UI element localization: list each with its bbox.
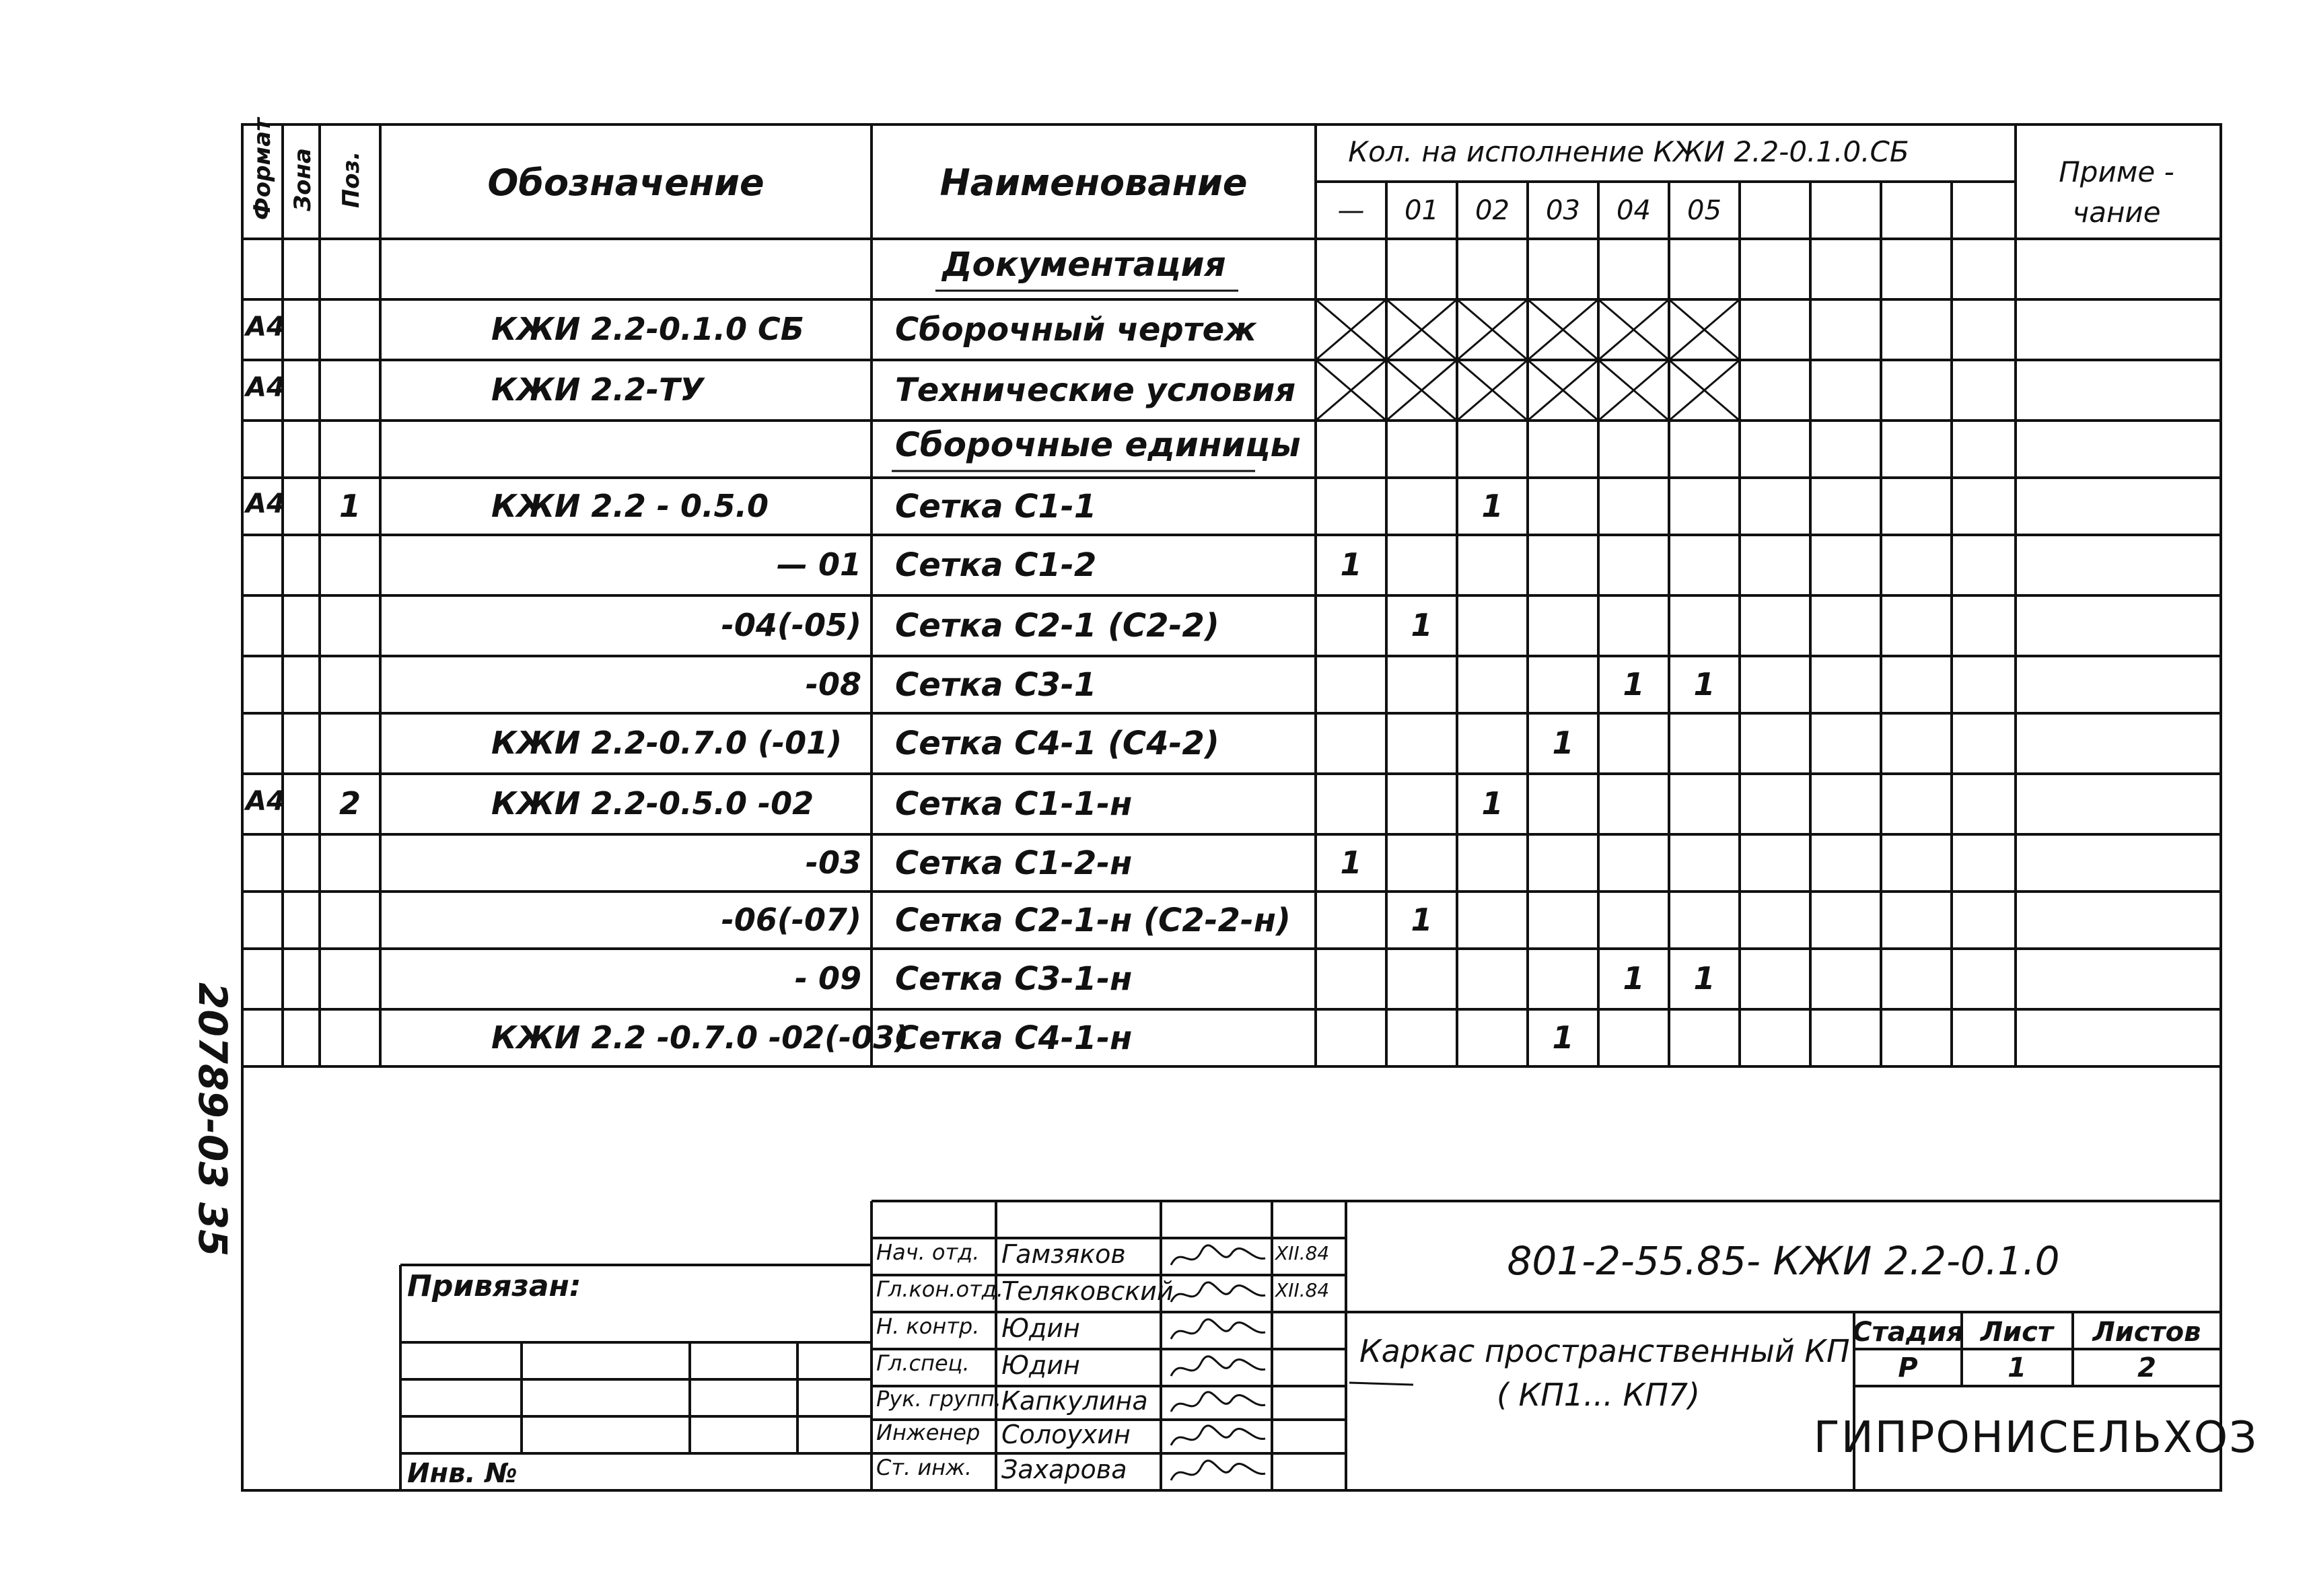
row-designation: -08	[805, 665, 861, 702]
drawing-title-2: ( КП1... КП7)	[1496, 1377, 1701, 1413]
row-format: А4	[246, 372, 285, 403]
row-format: А4	[246, 488, 285, 519]
row-designation: -04(-05)	[721, 607, 861, 643]
role-title: Инженер	[876, 1420, 981, 1445]
variant-header: —	[1337, 195, 1365, 226]
signature-mark	[1168, 1388, 1269, 1422]
role-surname: Теляковский	[1001, 1276, 1174, 1306]
row-name: Сетка С4-1 (С4-2)	[895, 725, 1219, 762]
bound-label: Привязан:	[407, 1269, 581, 1303]
header-qty-title: Кол. на исполнение КЖИ 2.2-0.1.0.СБ	[1348, 135, 1909, 168]
header-note-1: Приме -	[2059, 155, 2174, 188]
variant-header: 04	[1617, 195, 1651, 226]
row-name: Сетка С1-1-н	[895, 785, 1133, 823]
row-designation: -03	[805, 844, 861, 881]
row-qty: 1	[1623, 665, 1645, 702]
row-qty: 1	[1340, 844, 1362, 881]
drawing-title-1: Каркас пространственный КП	[1359, 1333, 1850, 1369]
stage-label: Стадия	[1852, 1317, 1964, 1348]
sheet-value: 1	[2008, 1352, 2026, 1383]
signature-mark	[1168, 1422, 1269, 1455]
row-format: А4	[246, 312, 285, 342]
row-designation: КЖИ 2.2 - 0.5.0	[491, 487, 769, 524]
signature-mark	[1168, 1278, 1269, 1312]
row-qty: 1	[1340, 546, 1362, 583]
row-qty: 1	[1481, 785, 1503, 822]
row-name: Сетка С1-2	[895, 546, 1097, 584]
row-designation: - 09	[794, 960, 861, 996]
organization-name: ГИПРОНИСЕЛЬХОЗ	[1813, 1413, 2259, 1463]
row-name: Технические условия	[895, 371, 1296, 409]
header-designation: Обозначение	[487, 161, 765, 204]
archive-number: 20789-03 35	[190, 982, 236, 1257]
sheets-value: 2	[2137, 1352, 2156, 1383]
role-date: XII.84	[1275, 1242, 1330, 1264]
role-title: Ст. инж.	[876, 1455, 972, 1480]
row-name: Сетка С3-1-н	[895, 960, 1133, 998]
row-qty: 1	[1693, 665, 1715, 702]
row-designation: КЖИ 2.2-ТУ	[491, 371, 704, 408]
row-designation: КЖИ 2.2-0.1.0 СБ	[491, 311, 804, 347]
role-surname: Капкулина	[1001, 1386, 1148, 1416]
section-title: Документация	[942, 245, 1226, 284]
header-zone: Зона	[289, 148, 316, 211]
role-title: Рук. групп.	[876, 1386, 1001, 1412]
row-designation: КЖИ 2.2 -0.7.0 -02(-03)	[491, 1019, 909, 1056]
sheet-label: Лист	[1980, 1317, 2054, 1348]
row-format: А4	[246, 786, 285, 817]
role-title: Нач. отд.	[876, 1239, 980, 1265]
variant-header: 02	[1475, 195, 1509, 226]
row-designation: КЖИ 2.2-0.5.0 -02	[491, 785, 814, 822]
doc-code: 801-2-55.85- КЖИ 2.2-0.1.0	[1507, 1238, 2060, 1284]
row-qty: 1	[1693, 960, 1715, 996]
row-designation: — 01	[776, 546, 861, 583]
stage-value: Р	[1898, 1352, 1918, 1383]
signature-mark	[1168, 1241, 1269, 1275]
signature-mark	[1168, 1315, 1269, 1349]
row-qty: 1	[1411, 607, 1433, 643]
row-qty: 1	[1552, 725, 1574, 761]
row-name: Сборочный чертеж	[895, 311, 1256, 349]
role-title: Н. контр.	[876, 1313, 980, 1339]
header-pos: Поз.	[338, 151, 365, 209]
row-name: Сетка С3-1	[895, 665, 1097, 704]
header-name: Наименование	[939, 161, 1248, 204]
variant-header: 01	[1405, 195, 1439, 226]
role-title: Гл.спец.	[876, 1350, 970, 1376]
role-title: Гл.кон.отд.	[876, 1276, 1003, 1302]
role-surname: Юдин	[1001, 1350, 1080, 1380]
row-designation: КЖИ 2.2-0.7.0 (-01)	[491, 725, 843, 761]
header-format: Формат	[249, 118, 276, 220]
signature-mark	[1168, 1457, 1269, 1490]
role-date: XII.84	[1275, 1279, 1330, 1301]
variant-header: 03	[1546, 195, 1580, 226]
role-surname: Солоухин	[1001, 1420, 1131, 1449]
row-name: Сетка С1-2-н	[895, 844, 1133, 882]
row-qty: 1	[1411, 901, 1433, 938]
variant-header: 05	[1687, 195, 1721, 226]
signature-mark	[1168, 1352, 1269, 1386]
inv-label: Инв. №	[407, 1458, 518, 1489]
row-designation: -06(-07)	[721, 901, 861, 938]
row-name: Сетка С2-1-н (С2-2-н)	[895, 901, 1291, 939]
role-surname: Захарова	[1001, 1455, 1127, 1484]
sheets-label: Листов	[2092, 1317, 2201, 1348]
row-name: Сетка С1-1	[895, 487, 1097, 525]
section-title: Сборочные единицы	[895, 425, 1301, 464]
row-position: 1	[339, 487, 361, 524]
role-surname: Гамзяков	[1001, 1239, 1126, 1269]
row-name: Сетка С4-1-н	[895, 1019, 1133, 1057]
row-qty: 1	[1552, 1019, 1574, 1056]
row-qty: 1	[1623, 960, 1645, 996]
header-note-2: чание	[2072, 196, 2161, 229]
row-position: 2	[339, 785, 361, 822]
role-surname: Юдин	[1001, 1313, 1080, 1343]
row-name: Сетка С2-1 (С2-2)	[895, 607, 1219, 645]
row-qty: 1	[1481, 487, 1503, 524]
